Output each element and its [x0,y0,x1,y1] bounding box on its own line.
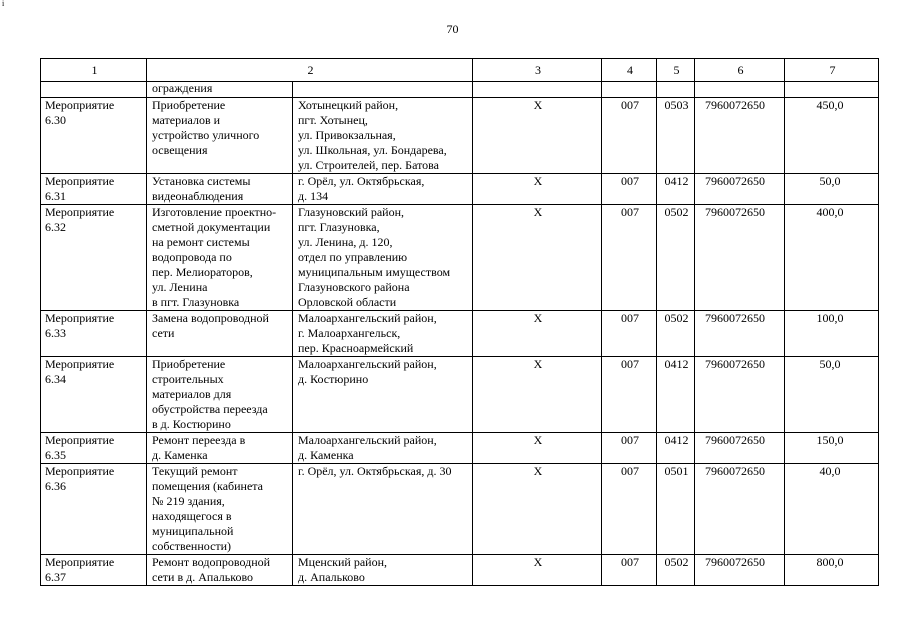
cell-col4: 007 [602,98,657,174]
header-cell: 7 [785,59,879,82]
cell-col5: 0502 [657,555,695,586]
cell-col4: 007 [602,555,657,586]
table-row [41,311,879,357]
cell-col5: 0412 [657,174,695,205]
cell-id [41,82,147,98]
cell-col4: 007 [602,464,657,555]
cell-col4: 007 [602,205,657,311]
cell-col6: 7960072650 [695,555,785,586]
cell-id: Мероприятие 6.30 [41,98,147,174]
header-cell: 6 [695,59,785,82]
cell-col7: 100,0 [785,311,879,357]
cell-col5: 0503 [657,98,695,174]
cell-col6: 7960072650 [695,464,785,555]
cell-id: Мероприятие 6.36 [41,464,147,555]
cell-col7: 150,0 [785,433,879,464]
cell-col4 [602,82,657,98]
cell-col5: 0412 [657,357,695,433]
header-cell: 3 [473,59,602,82]
cell-name: Установка системы видеонаблюдения [147,174,293,205]
header-row [41,59,879,82]
cell-id: Мероприятие 6.37 [41,555,147,586]
cell-col3: X [473,205,602,311]
cell-location: Малоархангельский район, д. Костюрино [293,357,473,433]
cell-id: Мероприятие 6.31 [41,174,147,205]
cell-location: г. Орёл, ул. Октябрьская, д. 134 [293,174,473,205]
cell-col7: 40,0 [785,464,879,555]
cell-col7: 800,0 [785,555,879,586]
header-cell: 5 [657,59,695,82]
cell-col3: X [473,433,602,464]
cell-col5: 0502 [657,205,695,311]
cell-col4: 007 [602,311,657,357]
cell-col3: X [473,174,602,205]
cell-col6: 7960072650 [695,98,785,174]
cell-name: Приобретение строительных материалов для обустройства переезда в д. Костюрино [147,357,293,433]
cell-col3: X [473,464,602,555]
cell-id: Мероприятие 6.32 [41,205,147,311]
cell-col4: 007 [602,357,657,433]
cell-col6: 7960072650 [695,205,785,311]
cell-id: Мероприятие 6.35 [41,433,147,464]
cell-location: Глазуновский район, пгт. Глазуновка, ул. Ленина, д. 120, отдел по управлению муниципальным имуществом Глазуновского района Орловской области [293,205,473,311]
page-number: 70 [446,22,459,36]
corner-mark: i [2,0,5,8]
cell-name: Изготовление проектно- сметной документации на ремонт системы водопровода по пер. Мелиораторов, ул. Ленина в пгт. Глазуновка [147,205,293,311]
cell-col3: X [473,555,602,586]
cell-location: г. Орёл, ул. Октябрьская, д. 30 [293,464,473,555]
cell-col4: 007 [602,174,657,205]
table-row [41,464,879,555]
cell-col3: X [473,357,602,433]
cell-col7: 450,0 [785,98,879,174]
table-row [41,98,879,174]
cell-name: Приобретение материалов и устройство уличного освещения [147,98,293,174]
table-row [41,174,879,205]
cell-col4: 007 [602,433,657,464]
cell-location: Хотынецкий район, пгт. Хотынец, ул. Привокзальная, ул. Школьная, ул. Бондарева, ул. Строителей, пер. Батова [293,98,473,174]
cell-col7: 400,0 [785,205,879,311]
cell-name: Ремонт водопроводной сети в д. Апальково [147,555,293,586]
cell-id: Мероприятие 6.34 [41,357,147,433]
cell-col3: X [473,311,602,357]
cell-location: Мценский район, д. Апальково [293,555,473,586]
cell-col3 [473,82,602,98]
cell-name: Ремонт переезда в д. Каменка [147,433,293,464]
cell-col6: 7960072650 [695,174,785,205]
cell-name: Замена водопроводной сети [147,311,293,357]
cell-col5 [657,82,695,98]
cell-col7: 50,0 [785,357,879,433]
table-row [41,433,879,464]
cell-location: Малоархангельский район, г. Малоархангельск, пер. Красноармейский [293,311,473,357]
cell-name: Текущий ремонт помещения (кабинета № 219 здания, находящегося в муниципальной собственности) [147,464,293,555]
table-row [41,555,879,586]
header-cell: 2 [147,59,473,82]
cell-location: Малоархангельский район, д. Каменка [293,433,473,464]
cell-col6: 7960072650 [695,311,785,357]
table-row [41,357,879,433]
cell-col6 [695,82,785,98]
cell-col6: 7960072650 [695,433,785,464]
cell-name: ограждения [147,82,293,98]
cell-col5: 0501 [657,464,695,555]
cell-col6: 7960072650 [695,357,785,433]
cell-col3: X [473,98,602,174]
cell-col5: 0502 [657,311,695,357]
cell-col7 [785,82,879,98]
budget-table [40,58,879,586]
cell-col5: 0412 [657,433,695,464]
header-cell: 1 [41,59,147,82]
table-row [41,205,879,311]
cell-col7: 50,0 [785,174,879,205]
continuation-row [41,82,879,98]
cell-location [293,82,473,98]
header-cell: 4 [602,59,657,82]
cell-id: Мероприятие 6.33 [41,311,147,357]
